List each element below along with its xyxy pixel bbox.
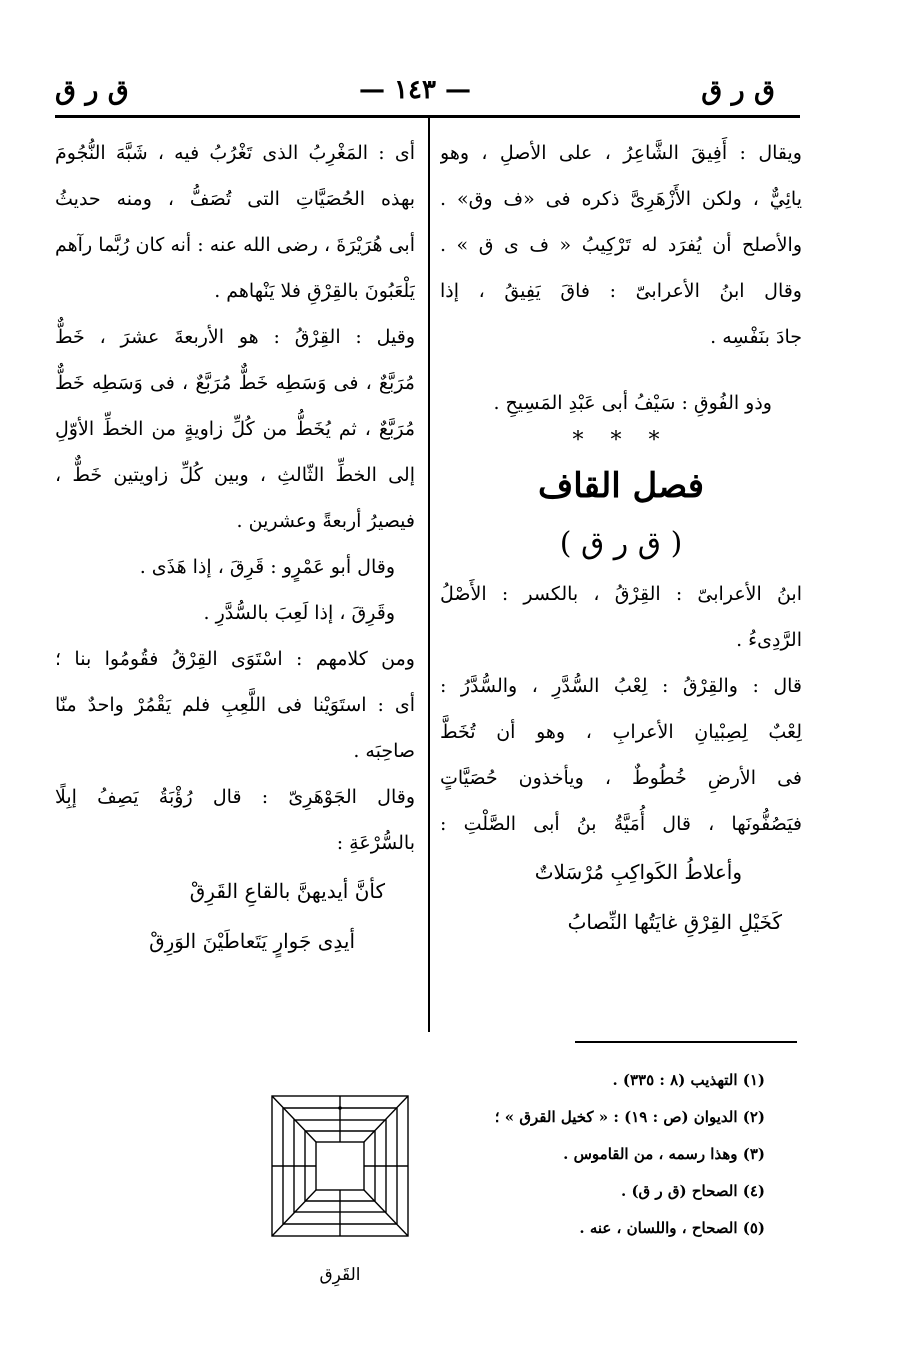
- text-line: وذو الفُوقِ : سَيْفُ أبى عَبْدِ المَسِيحِ .: [493, 392, 772, 414]
- text-line: فى الأرضِ خُطُوطٌ ، ويأخذون حُصَيَّاتٍ: [440, 767, 802, 789]
- page-number: — ١٤٣ —: [358, 75, 472, 105]
- right-column: [440, 130, 802, 947]
- footnote: (١) التهذيب (٨ : ٣٣٥) .: [612, 1071, 765, 1089]
- footnote: (٢) الديوان (ص : ١٩) : « كخيل القرق » ؛: [494, 1108, 765, 1126]
- entry-title: ( ق ر ق ): [559, 526, 683, 561]
- text-line: يَلْعَبُونَ بالقِرْقِ فلا يَنْهاهم .: [214, 280, 415, 302]
- footnote: (٤) الصحاح (ق ر ق) .: [621, 1182, 765, 1200]
- verse-line: أيدِى جَوارٍ يَتَعاطَيْنَ الوَرِقْ: [149, 929, 355, 953]
- text-line: إلى الخطِّ الثّالثِ ، وبين كُلِّ زاويتين خَطٌّ ،: [55, 464, 415, 486]
- text-line: ومن كلامهم : اسْتَوَى القِرْقُ فقُومُوا بنا ؛: [55, 648, 415, 670]
- text-line: وقال أبو عَمْرٍو : قَرِقَ ، إذا هَذَى .: [139, 556, 395, 578]
- text-line: وقَرِقَ ، إذا لَعِبَ بالسُّدَّرِ .: [203, 602, 395, 624]
- text-line: فيَصُفُّونَها ، قال أُمَيَّةُ بنُ أبى الصَّلْتِ :: [440, 813, 802, 835]
- text-line: الرَّدِىءُ .: [736, 629, 802, 651]
- verse-line: كَخَيْلِ القِرْقِ غايَتُها النِّصابُ: [567, 910, 782, 934]
- text-line: بالسُّرْعَةِ :: [336, 832, 415, 854]
- inner-square: [316, 1142, 364, 1190]
- left-column: [55, 130, 415, 966]
- header-root-left: ق ر ق: [55, 74, 129, 106]
- text-line: أبى هُرَيْرَةَ ، رضى الله عنه : أنه كان رُبَّما رآهم: [55, 234, 415, 256]
- text-line: مُرَبَّعٌ ، فى وَسَطِه خَطٌّ مُرَبَّعٌ ، فى وَسَطِه خَطٌّ: [55, 372, 415, 394]
- text-line: أى : المَغْرِبُ الذى تَغْرُبُ فيه ، شَبَّهَ النُّجُومَ: [55, 142, 415, 164]
- text-line: والأصلح أن يُفرَد له تَرْكِيبُ « ف ى ق » .: [440, 234, 802, 256]
- text-line: وقال ابنُ الأعرابىّ : فاقَ يَفِيقُ ، إذا: [440, 280, 802, 302]
- footnote-rule: [575, 1041, 797, 1043]
- text-line: فيصيرُ أربعةً وعشرين .: [236, 510, 415, 532]
- text-line: مُرَبَّعٌ ، ثم يُخَطُّ من كُلِّ زاويةٍ من الخطِّ الأوّلِ: [55, 418, 415, 440]
- footnote: (٥) الصحاح ، واللسان ، عنه .: [579, 1219, 765, 1237]
- footnote: (٣) وهذا رسمه ، من القاموس .: [563, 1145, 765, 1163]
- text-line: صاحِبَه .: [353, 740, 415, 762]
- verse-line: كأنَّ أيديهنَّ بالقاعِ القَرِقْ: [189, 879, 385, 903]
- text-line: وقال الجَوْهَرِىّ : قال رُؤْبَةُ يَصِفُ إبِلًا: [55, 786, 415, 808]
- text-line: ابنُ الأعرابىّ : القِرْقُ ، بالكسر : الأَصْلُ: [440, 583, 802, 605]
- text-line: يائِيٌّ ، ولكن الأَزْهَرِىَّ ذكره فى «ف وق» .: [440, 188, 802, 210]
- text-line: بهذه الحُصَيَّاتِ التى تُصَفُّ ، ومنه حديثُ: [55, 188, 415, 210]
- text-line: قال : والقِرْقُ : لِعْبُ السُّدَّرِ ، والسُّدَّرُ :: [440, 675, 802, 697]
- header-root-right: ق ر ق: [701, 74, 775, 106]
- section-title: فصل القاف: [538, 466, 704, 506]
- text-line: وقيل : القِرْقُ : هو الأربعةَ عشرَ ، خَطٌّ: [55, 326, 415, 348]
- column-divider: [428, 118, 430, 1032]
- text-line: جادَ بنَفْسِه .: [710, 326, 802, 348]
- figure-caption: القَرِق: [319, 1265, 361, 1285]
- section-stars: * * *: [572, 428, 670, 453]
- text-line: أى : استَوَيْنا فى اللَّعِبِ فلم يَقْمُرْ واحدٌ منّا: [55, 694, 415, 716]
- verse-line: وأعلاطُ الكَواكِبِ مُرْسَلاتٌ: [534, 860, 742, 884]
- text-line: ويقال : أَفِيقَ الشَّاعِرُ ، على الأصلِ ، وهو: [440, 142, 802, 164]
- footnotes: [420, 1062, 765, 1247]
- qirq-board-figure: [270, 1094, 410, 1238]
- text-line: لِعْبٌ لِصِبْيانِ الأعرابِ ، وهو أن تُخَطَّ: [440, 721, 802, 743]
- page-header: [55, 70, 775, 110]
